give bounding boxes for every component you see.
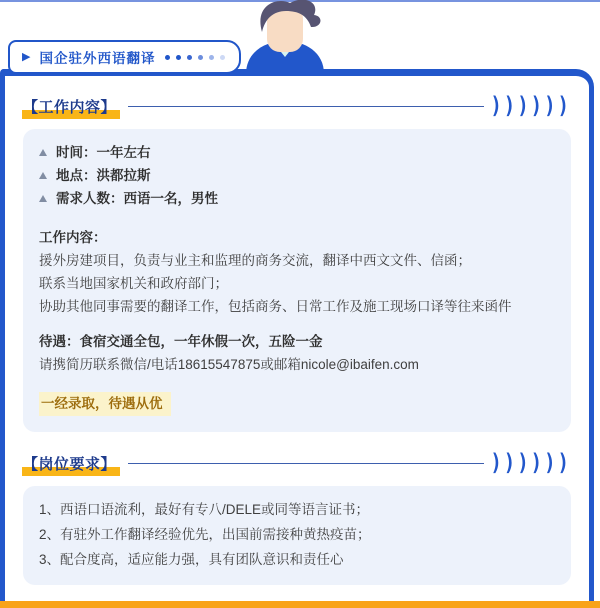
list-item <box>39 164 555 187</box>
card-content <box>5 92 589 585</box>
list-item <box>39 187 555 210</box>
dot-icon <box>209 55 214 60</box>
requirement-item: 2、有驻外工作翻译经验优先，出国前需接种黄热疫苗； <box>39 527 371 542</box>
section-header-requirements <box>23 449 571 476</box>
dot-icon <box>198 55 203 60</box>
section-heading-wrap <box>23 96 116 117</box>
dot-icon <box>220 55 225 60</box>
section-heading-wrap <box>23 453 116 474</box>
play-triangle-icon: ▶ <box>22 50 31 63</box>
work-paragraph: 联系当地国家机关和政府部门； <box>39 276 228 291</box>
benefits-line: 待遇：食宿交通全包，一年休假一次，五险一金 <box>39 334 323 349</box>
divider-line <box>128 463 484 464</box>
divider-line <box>128 106 484 107</box>
person-avatar-icon <box>240 0 330 74</box>
work-paragraph: 协助其他同事需要的翻译工作，包括商务、日常工作及施工现场口译等往来函件 <box>39 299 512 314</box>
contact-line: 请携简历联系微信/电话18615547875或邮箱nicole@ibaifen.com <box>39 357 419 372</box>
dot-icon <box>187 55 192 60</box>
section-heading: 【工作内容】 <box>23 98 117 116</box>
bullet-text: 地点：洪都拉斯 <box>56 168 151 183</box>
chevron-arrows-icon: )))))) <box>490 449 571 476</box>
work-paragraph: 援外房建项目，负责与业主和监理的商务交流，翻译中西文文件、信函； <box>39 253 471 268</box>
chevron-arrows-icon: )))))) <box>490 92 571 119</box>
highlight-note: 一经录取，待遇从优 <box>39 392 171 416</box>
requirements-box <box>23 486 571 585</box>
spacer <box>39 318 555 330</box>
requirement-item: 3、配合度高，适应能力强，具有团队意识和责任心 <box>39 552 344 567</box>
dot-icon <box>176 55 181 60</box>
triangle-bullet-icon <box>39 172 47 179</box>
dots-decoration <box>165 55 225 60</box>
bullet-text: 需求人数：西语一名，男性 <box>56 191 218 206</box>
work-subheading: 工作内容： <box>39 230 107 245</box>
triangle-bullet-icon <box>39 195 47 202</box>
work-details-box <box>23 129 571 432</box>
bullet-text: 时间：一年左右 <box>56 145 151 160</box>
requirement-item: 1、西语口语流利，最好有专八/DELE或同等语言证书； <box>39 502 370 517</box>
section-heading: 【岗位要求】 <box>23 455 117 473</box>
title-tab <box>8 40 241 74</box>
dot-icon <box>165 55 170 60</box>
list-item <box>39 141 555 164</box>
triangle-bullet-icon <box>39 149 47 156</box>
section-header-work <box>23 92 571 119</box>
main-card <box>0 69 594 601</box>
spacer <box>39 210 555 226</box>
tab-title: 国企驻外西语翻译 <box>39 51 156 66</box>
bottom-accent-bar <box>0 601 600 608</box>
